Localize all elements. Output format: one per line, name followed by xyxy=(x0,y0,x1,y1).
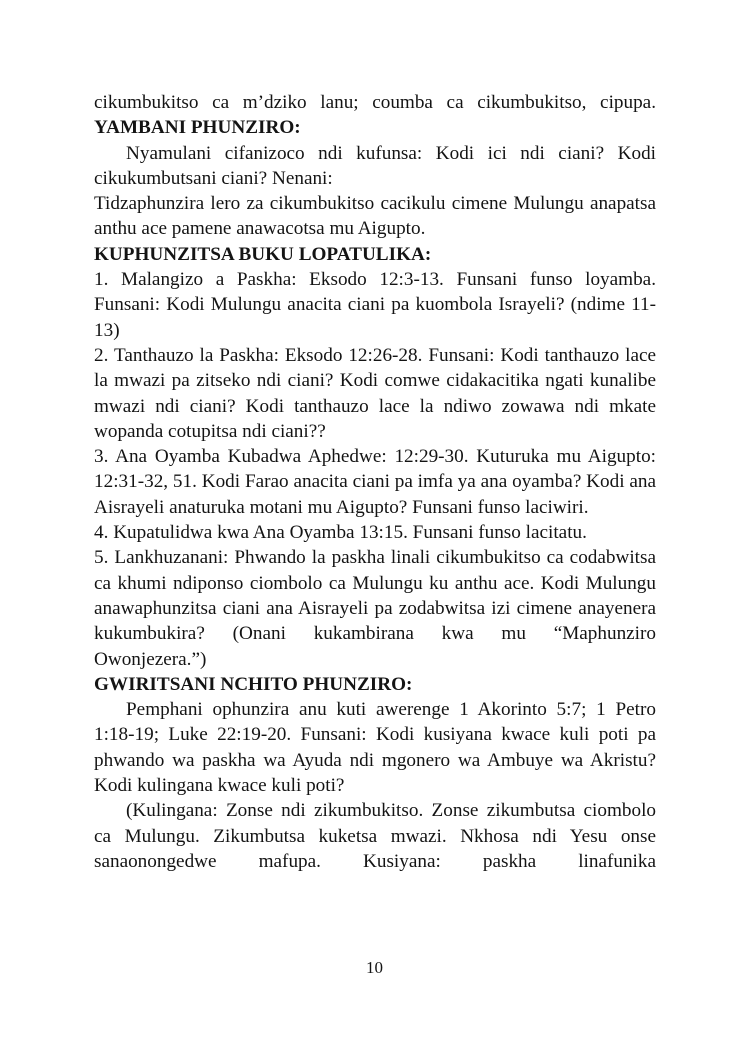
list-item: 3. Ana Oyamba Kubadwa Aphedwe: 12:29-30. Kuturuka mu Aigupto: 12:31-32, 51. Kodi Farao anacita ciani pa imfa ya ana oyamba? Kodi ana Aisrayeli anaturuka motani mu Aigupto? Funsani funso laciwiri. xyxy=(94,446,656,518)
page-number: 10 xyxy=(366,958,383,977)
paragraph: (Kulingana: Zonse ndi zikumbukitso. Zonse zikumbutsa ciombolo ca Mulungu. Zikumbutsa kuketsa mwazi. Nkhosa ndi Yesu onse sanaonongedwe mafupa. Kusiyana: paskha linafunika xyxy=(94,800,656,872)
list-item: 2. Tanthauzo la Paskha: Eksodo 12:26-28. Funsani: Kodi tanthauzo lace la mwazi pa zitseko ndi ciani? Kodi comwe cidakacitika ngati kunalibe mwazi ndi ciani? Kodi tanthauzo lace la ndiwo zowawa ndi mkate wopanda cotupitsa ndi ciani?? xyxy=(94,344,656,442)
section-heading-bible-teaching: KUPHUNZITSA BUKU LOPATULIKA: xyxy=(94,243,432,265)
paragraph: Tidzaphunzira lero za cikumbukitso cacikulu cimene Mulungu anapatsa anthu ace pamene anawacotsa mu Aigupto. xyxy=(94,193,656,240)
document-page xyxy=(94,90,656,874)
list-item: 5. Lankhuzanani: Phwando la paskha linali cikumbukitso ca codabwitsa ca khumi ndiponso ciombolo ca Mulungu ku anthu ace. Kodi Mulungu anawaphunzitsa ciani ana Aisrayeli pa zodabwitsa izi cimene anayenera kukumbukira? (Onani kukambirana kwa mu “Maphunziro Owonjezera.”) xyxy=(94,547,656,670)
intro-line: cikumbukitso ca m’dziko lanu; coumba ca cikumbukitso, cipupa. xyxy=(94,92,656,113)
section-heading-apply-lesson: GWIRITSANI NCHITO PHUNZIRO: xyxy=(94,673,413,695)
section-heading-start-lesson: YAMBANI PHUNZIRO: xyxy=(94,117,301,139)
list-item: 4. Kupatulidwa kwa Ana Oyamba 13:15. Funsani funso lacitatu. xyxy=(94,522,587,544)
paragraph: Nyamulani cifanizoco ndi kufunsa: Kodi ici ndi ciani? Kodi cikukumbutsani ciani? Nenani: xyxy=(94,142,656,189)
paragraph: Pemphani ophunzira anu kuti awerenge 1 Akorinto 5:7; 1 Petro 1:18-19; Luke 22:19-20. Funsani: Kodi kusiyana kwace kuli poti pa phwando wa paskha wa Ayuda ndi mgonero wa Ambuye wa Akristu? Kodi kulingana kwace kuli poti? xyxy=(94,699,656,797)
list-item: 1. Malangizo a Paskha: Eksodo 12:3-13. Funsani funso loyamba. Funsani: Kodi Mulungu anacita ciani pa kuombola Israyeli? (ndime 11-13) xyxy=(94,269,656,341)
